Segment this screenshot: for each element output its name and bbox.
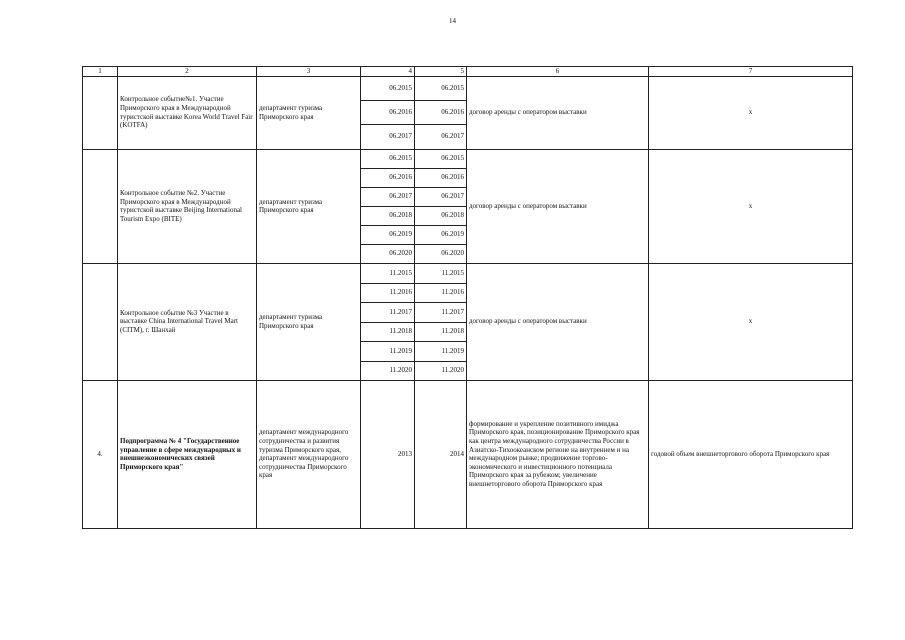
header-cell: 1	[83, 67, 118, 77]
plan-table	[82, 66, 853, 529]
header-cell: 4	[361, 67, 415, 77]
event-start-date: 06.2015	[361, 76, 415, 100]
event-end-date: 06.2017	[415, 124, 467, 149]
header-cell: 3	[257, 67, 361, 77]
event-end-date: 06.2015	[415, 149, 467, 168]
event-start-date: 06.2019	[361, 225, 415, 244]
subprogram-number: 4.	[83, 380, 118, 528]
event-start-date: 06.2015	[361, 149, 415, 168]
event-executor-cell: департамент туризма Приморского края	[257, 263, 361, 380]
header-cell: 2	[118, 67, 257, 77]
event-row	[83, 149, 853, 168]
event-executor-cell: департамент туризма Приморского края	[257, 76, 361, 149]
subprogram-executor: департамент международного сотрудничества и развития туризма Приморского края, департамент международного сотрудничества Приморского края	[257, 380, 361, 528]
event-number-cell	[83, 263, 118, 380]
event-end-date: 11.2019	[415, 341, 467, 361]
subprogram-title: Подпрограмма № 4 "Государственное управление в сфере международных и внешнеэкономических связей Приморского края"	[118, 380, 257, 528]
event-indicator-cell: x	[649, 76, 853, 149]
event-number-cell	[83, 149, 118, 263]
event-name-cell: Контрольное событие№1. Участие Приморского края в Международной туристской выставке Korea World Travel Fair (KOTFA)	[118, 76, 257, 149]
event-result-cell: договор аренды с оператором выставки	[467, 263, 649, 380]
subprogram-end: 2014	[415, 380, 467, 528]
event-number-cell	[83, 76, 118, 149]
event-start-date: 06.2017	[361, 124, 415, 149]
event-end-date: 11.2020	[415, 361, 467, 380]
event-indicator-cell: x	[649, 149, 853, 263]
event-result-cell: договор аренды с оператором выставки	[467, 76, 649, 149]
subprogram-indicator: годовой объем внешнеторгового оборота Приморского края	[649, 380, 853, 528]
event-start-date: 11.2015	[361, 263, 415, 283]
header-cell: 5	[415, 67, 467, 77]
event-end-date: 06.2016	[415, 168, 467, 187]
event-start-date: 06.2018	[361, 206, 415, 225]
event-end-date: 06.2020	[415, 244, 467, 263]
event-start-date: 11.2016	[361, 283, 415, 302]
event-end-date: 11.2015	[415, 263, 467, 283]
event-start-date: 06.2020	[361, 244, 415, 263]
event-row	[83, 76, 853, 100]
event-end-date: 11.2016	[415, 283, 467, 302]
event-row	[83, 263, 853, 283]
event-end-date: 06.2019	[415, 225, 467, 244]
header-cell: 7	[649, 67, 853, 77]
event-start-date: 11.2018	[361, 322, 415, 341]
subprogram-start: 2013	[361, 380, 415, 528]
event-end-date: 11.2017	[415, 302, 467, 322]
event-start-date: 06.2016	[361, 100, 415, 124]
event-executor-cell: департамент туризма Приморского края	[257, 149, 361, 263]
event-end-date: 06.2018	[415, 206, 467, 225]
header-cell: 6	[467, 67, 649, 77]
subprogram-row	[83, 380, 853, 528]
event-start-date: 11.2020	[361, 361, 415, 380]
event-result-cell: договор аренды с оператором выставки	[467, 149, 649, 263]
event-end-date: 11.2018	[415, 322, 467, 341]
event-end-date: 06.2015	[415, 76, 467, 100]
event-name-cell: Контрольное событие №2. Участие Приморского края в Международной туристской выставке Beijing International Tourism Expo (BITE)	[118, 149, 257, 263]
subprogram-result: формирование и укрепление позитивного имиджа Приморского края, позиционирование Приморского края как центра международного сотрудничества России в Азиатско-Тихоокеанском регионе на внутреннем и на международном рынке; продвижение торгово-экономического и инвестиционного потенциала Приморского края за рубежом; увеличение внешнеторгового оборота Приморского края	[467, 380, 649, 528]
page-number: 14	[449, 17, 456, 25]
event-name-cell: Контрольное событие №3 Участие в выставке China International Travel Mart (CITM), г. Шанхай	[118, 263, 257, 380]
event-start-date: 11.2017	[361, 302, 415, 322]
event-start-date: 11.2019	[361, 341, 415, 361]
header-row	[83, 67, 853, 77]
event-start-date: 06.2016	[361, 168, 415, 187]
event-end-date: 06.2017	[415, 187, 467, 206]
event-end-date: 06.2016	[415, 100, 467, 124]
event-indicator-cell: x	[649, 263, 853, 380]
event-start-date: 06.2017	[361, 187, 415, 206]
